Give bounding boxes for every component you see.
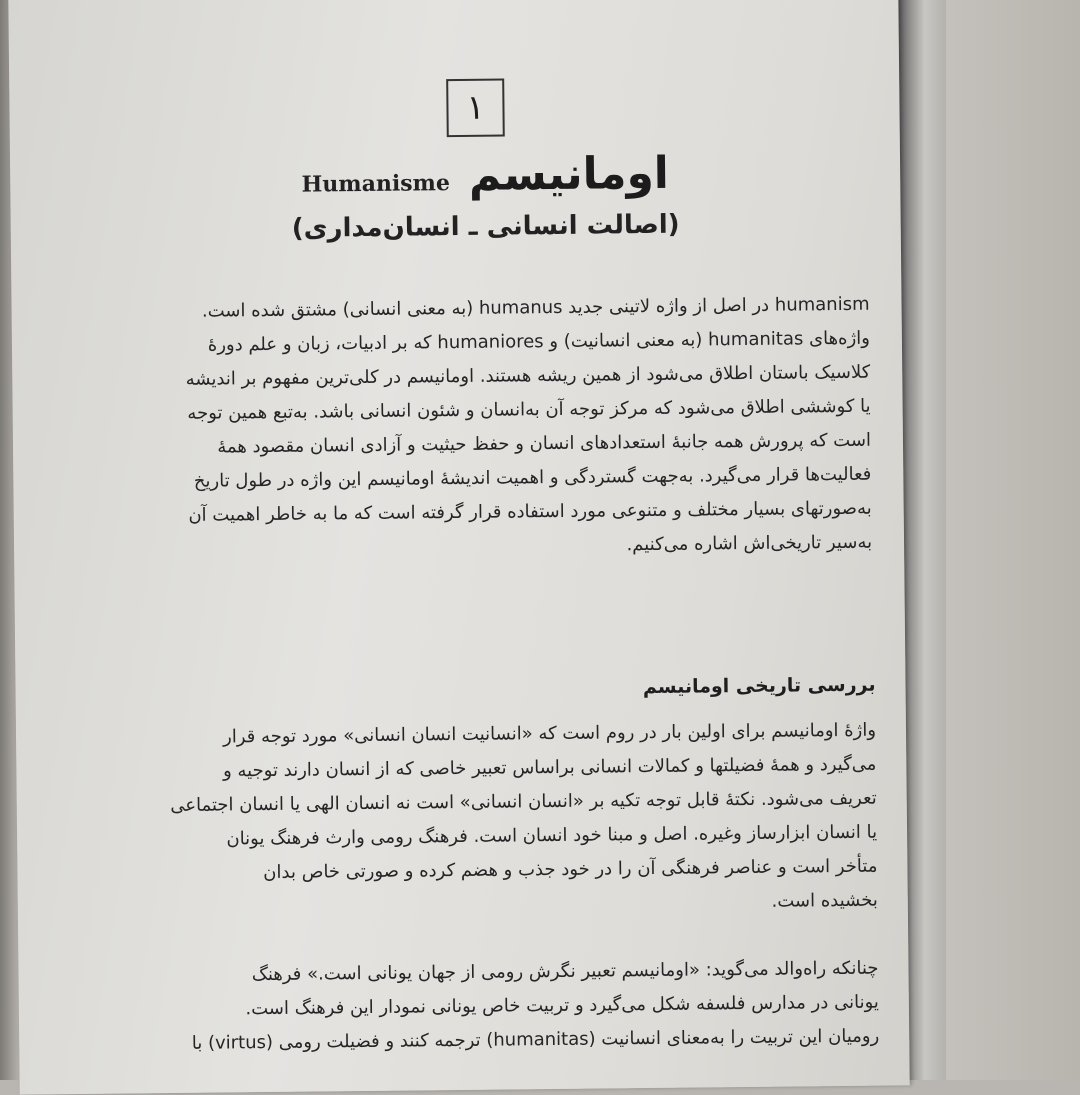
paragraph-line: humanism در اصل از واژه لاتینی جدید humanus (به معنی انسانی) مشتق شده است.	[201, 293, 870, 322]
paragraph-line: یا کوششی اطلاق می‌شود که مرکز توجه آن به‌انسان و شئون انسانی باشد. به‌تبع همین توجه	[187, 395, 871, 424]
paragraph-line: متأخر است و عناصر فرهنگی آن را در خود جذب و هضم کرده و صورتی خاص بدان	[263, 855, 878, 884]
paragraph-line: به‌صورتهای بسیار مختلف و متنوعی مورد استفاده قرار گرفته است که ما به خاطر اهمیت آن	[188, 497, 872, 526]
paragraph-intro	[109, 288, 872, 568]
paragraph-line: است که پرورش همه جانبهٔ استعدادهای انسان و حفظ حیثیت و آزادی انسان مقصود همهٔ	[217, 429, 872, 458]
paragraph-line: یونانی در مدارس فلسفه شکل می‌گیرد و تربیت خاص یونانی نمودار این فرهنگ است.	[245, 991, 879, 1020]
paragraph-line: واژهٔ اومانیسم برای اولین بار در روم است که «انسانیت انسان انسانی» مورد توجه قرار	[222, 719, 877, 748]
paragraph-line: تعریف می‌شود. نکتهٔ قابل توجه تکیه بر «انسان انسانی» است نه انسان الهی یا انسان اجتماعی	[170, 787, 877, 817]
title-persian: اومانیسم	[468, 147, 670, 201]
chapter-number: ۱	[466, 87, 485, 128]
paragraph-line: به‌سیر تاریخی‌اش اشاره می‌کنیم.	[626, 531, 873, 556]
paragraph-line: واژه‌های humanitas (به معنی انسانیت) و humaniores که بر ادبیات، زبان و علم دورهٔ	[207, 327, 871, 356]
paragraph-line: رومیان این تربیت را به‌معنای انسانیت (humanitas) ترجمه کنند و فضیلت رومی (virtus) با	[191, 1025, 880, 1054]
paragraph-quote	[108, 952, 879, 1062]
page-content	[88, 0, 899, 1074]
chapter-subtitle: (اصالت انسانی ـ انسان‌مداری)	[291, 209, 680, 244]
title-latin: Humanisme	[301, 170, 451, 198]
paragraph-line: فعالیت‌ها قرار می‌گیرد. به‌جهت گستردگی و اهمیت اندیشهٔ اومانیسم این واژه در طول تاریخ	[193, 463, 872, 492]
paragraph-line: چنانکه راه‌والد می‌گوید: «اومانیسم تعبیر نگرش رومی از جهان یونانی است.» فرهنگ	[251, 957, 879, 986]
facing-page	[946, 0, 1080, 1080]
paragraph-line: بخشیده است.	[771, 889, 878, 912]
paragraph-line: کلاسیک باستان اطلاق می‌شود از همین ریشه هستند. اومانیسم در کلی‌ترین مفهوم بر اندیشه	[185, 361, 871, 390]
paragraph-line: یا انسان ابزارساز وغیره. اصل و مبنا خود انسان است. فرهنگ رومی وارث فرهنگ یونان	[226, 821, 878, 850]
paragraph-line: می‌گیرد و همهٔ فضیلتها و کمالات انسانی براساس تعبیر خاصی که از انسان دارند توجیه و	[222, 753, 877, 782]
section-heading: بررسی تاریخی اومانیسم	[642, 673, 876, 699]
book-page	[8, 0, 909, 1095]
chapter-number-box	[446, 79, 505, 138]
paragraph-history	[110, 714, 878, 926]
